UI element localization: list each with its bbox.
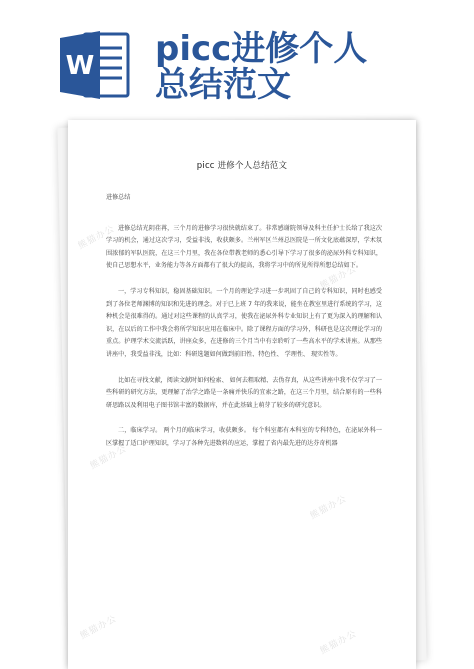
banner-title-line1: picc进修个人 [155, 29, 368, 69]
paragraph: 比如在寻找文献，阅读文献时如何检索、 如何去粗取精、去伪存真，从这些讲座中我不仅学习了一些科研的研究方法，更理解了治学之路是一条痛并快乐的宜索之路，在这三个月里，结合原有的一些科研思路以及利用电子图书馆丰富的数据库，并在此基础上萌芽了较多的研究意识。 [106, 376, 382, 409]
paragraph-heading: 进修总结 [106, 194, 131, 201]
watermark: 熊猫办公 [76, 224, 117, 252]
paragraph: 一，学习专科知识，稳固基础知识。一个月的理论学习进一步巩固了自己的专科知识，同时也感受到了各位老师渊博的知识和先进的理念。对于已上班 7 年的我来说，能坐在教室里进行系统的学习，这种机会是很难得的。通过对这些课程的认真学习，使我在泌尿外科专业知识上有了更为深入的理解和认识，在以后的工作中我会将所学知识应用在临床中。除了课程方面的学习外，科研也是这次理论学习的重点。护理学术交流活跃，讲座众多，在进修的三个月当中有幸聆听了一些高水平的学术讲座。从那些讲座中，我受益非浅，比如：科研选题如何做到前旧性、特色性、 学理性、 现实性等。 [106, 287, 382, 358]
watermark: 熊猫办公 [308, 494, 349, 522]
word-icon [60, 28, 130, 102]
banner-title [155, 31, 455, 103]
watermark: 熊猫办公 [88, 444, 129, 472]
document-page[interactable] [68, 120, 416, 669]
document-body [106, 192, 382, 464]
paragraph: 进修总结光阴荏苒，三个月的进修学习很快就结束了。非常感谢院领导及科主任护士长给了我这次学习的机会，通过这次学习，受益非浅，收获颇多。兰州军区兰州总医院是一所文化底蕴深厚，学术氛围浓郁的军队医院，在这三个月里，我在各位带教老师的悉心引导下学习了很多的泌尿外科专科知识，使自己思想水平，业务能力等各方面都有了很大的提高，我将学习中的所见所得所想总结如下。 [106, 224, 382, 270]
watermark: 熊猫办公 [318, 629, 359, 657]
document-title: picc 进修个人总结范文 [196, 161, 288, 171]
watermark: 熊猫办公 [78, 614, 119, 642]
paragraph: 二，临床学习。 两个月的临床学习，收获颇多。 每个科室都有本科室的专科特色，在泌尿外科一区掌握了适口护理知识，学习了各种先进数料的应运，掌握了省内最先进的达芬奇机器 [106, 427, 382, 447]
banner-title-line2: 总结范文 [155, 65, 291, 105]
watermark: 熊猫办公 [318, 264, 359, 292]
svg-text:W: W [65, 51, 95, 81]
header-banner [0, 0, 474, 118]
